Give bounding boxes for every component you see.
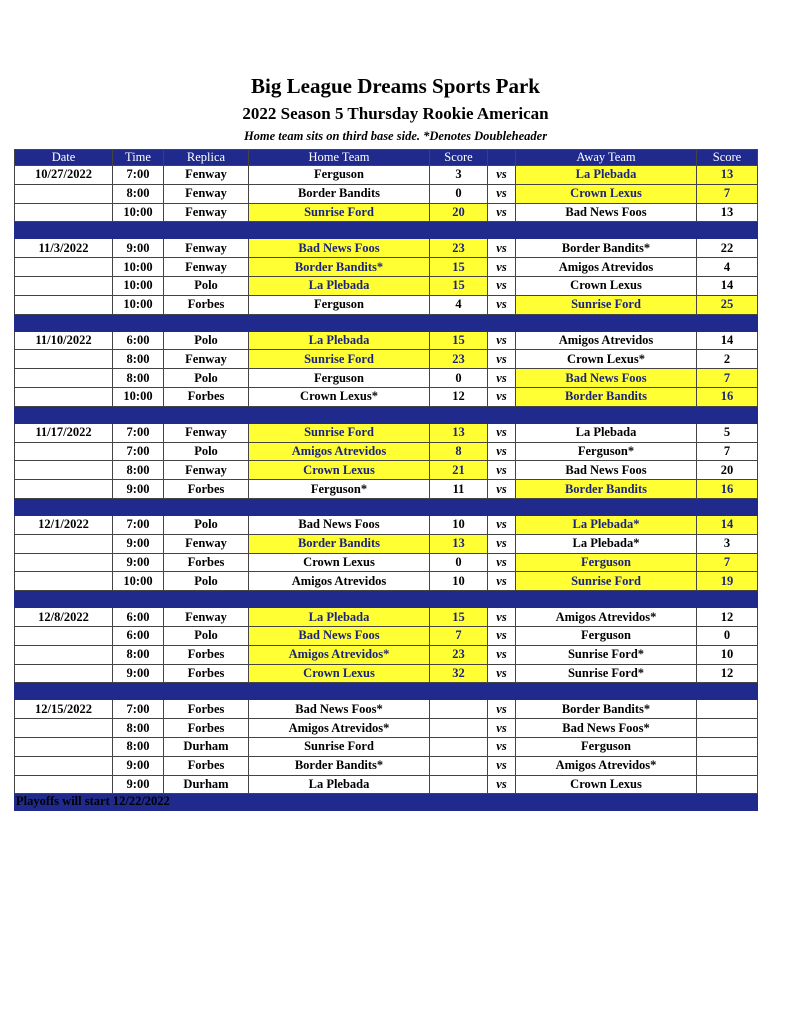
vs-cell: vs	[488, 737, 516, 756]
date-cell	[15, 572, 113, 591]
away-score-cell: 22	[697, 239, 758, 258]
date-cell	[15, 461, 113, 480]
home-score-cell: 10	[430, 572, 488, 591]
home-score-cell: 15	[430, 276, 488, 295]
week-separator-bar	[15, 683, 758, 700]
time-cell: 7:00	[113, 700, 164, 719]
table-row	[15, 331, 758, 350]
replica-cell: Fenway	[164, 608, 249, 627]
time-cell: 8:00	[113, 461, 164, 480]
away-score-cell: 2	[697, 350, 758, 369]
time-cell: 7:00	[113, 515, 164, 534]
away-team-cell: Crown Lexus	[516, 184, 697, 203]
away-score-cell: 13	[697, 166, 758, 185]
date-cell	[15, 184, 113, 203]
away-team-cell: La Plebada	[516, 166, 697, 185]
date-cell	[15, 756, 113, 775]
time-cell: 9:00	[113, 480, 164, 499]
home-score-cell	[430, 756, 488, 775]
home-team-cell: Crown Lexus	[249, 553, 430, 572]
away-team-cell: Sunrise Ford*	[516, 664, 697, 683]
away-team-cell: Border Bandits	[516, 480, 697, 499]
away-team-cell: Bad News Foos	[516, 461, 697, 480]
vs-cell: vs	[488, 276, 516, 295]
table-row	[15, 461, 758, 480]
date-cell	[15, 258, 113, 277]
home-score-cell: 23	[430, 645, 488, 664]
home-team-cell: Border Bandits*	[249, 258, 430, 277]
away-score-cell: 4	[697, 258, 758, 277]
home-score-cell	[430, 719, 488, 738]
vs-cell: vs	[488, 572, 516, 591]
away-team-cell: Sunrise Ford*	[516, 645, 697, 664]
home-team-cell: Ferguson	[249, 295, 430, 314]
home-team-cell: Sunrise Ford	[249, 423, 430, 442]
home-score-cell: 20	[430, 203, 488, 222]
table-row	[15, 442, 758, 461]
home-team-cell: Crown Lexus*	[249, 387, 430, 406]
home-team-cell: Ferguson	[249, 166, 430, 185]
home-score-cell: 23	[430, 350, 488, 369]
replica-cell: Fenway	[164, 258, 249, 277]
week-separator	[15, 314, 758, 331]
away-team-cell: Amigos Atrevidos	[516, 258, 697, 277]
table-row	[15, 719, 758, 738]
away-score-cell: 5	[697, 423, 758, 442]
table-row	[15, 350, 758, 369]
date-cell: 10/27/2022	[15, 166, 113, 185]
away-score-cell: 10	[697, 645, 758, 664]
home-team-cell: Amigos Atrevidos	[249, 442, 430, 461]
time-cell: 9:00	[113, 534, 164, 553]
date-cell: 11/17/2022	[15, 423, 113, 442]
away-score-cell: 7	[697, 553, 758, 572]
vs-cell: vs	[488, 608, 516, 627]
home-score-cell: 13	[430, 534, 488, 553]
vs-cell: vs	[488, 166, 516, 185]
replica-cell: Forbes	[164, 480, 249, 499]
replica-cell: Durham	[164, 775, 249, 794]
home-score-cell: 21	[430, 461, 488, 480]
away-team-cell: Crown Lexus*	[516, 350, 697, 369]
time-cell: 10:00	[113, 387, 164, 406]
away-score-cell: 16	[697, 480, 758, 499]
col-header-replica: Replica	[164, 150, 249, 166]
replica-cell: Fenway	[164, 461, 249, 480]
home-team-cell: Ferguson*	[249, 480, 430, 499]
date-cell	[15, 626, 113, 645]
date-cell	[15, 387, 113, 406]
time-cell: 8:00	[113, 350, 164, 369]
home-team-cell: La Plebada	[249, 276, 430, 295]
vs-cell: vs	[488, 295, 516, 314]
away-team-cell: Bad News Foos	[516, 369, 697, 388]
away-team-cell: Border Bandits	[516, 387, 697, 406]
week-separator-bar	[15, 498, 758, 515]
replica-cell: Polo	[164, 626, 249, 645]
table-row	[15, 700, 758, 719]
table-row	[15, 166, 758, 185]
replica-cell: Fenway	[164, 350, 249, 369]
home-team-cell: Crown Lexus	[249, 664, 430, 683]
date-cell	[15, 203, 113, 222]
home-score-cell: 23	[430, 239, 488, 258]
vs-cell: vs	[488, 369, 516, 388]
away-score-cell: 14	[697, 515, 758, 534]
away-score-cell	[697, 775, 758, 794]
home-team-cell: Amigos Atrevidos*	[249, 719, 430, 738]
table-row	[15, 203, 758, 222]
away-team-cell: Ferguson*	[516, 442, 697, 461]
away-score-cell: 12	[697, 608, 758, 627]
replica-cell: Polo	[164, 442, 249, 461]
time-cell: 7:00	[113, 166, 164, 185]
date-cell	[15, 369, 113, 388]
table-row	[15, 645, 758, 664]
time-cell: 10:00	[113, 276, 164, 295]
date-cell	[15, 295, 113, 314]
home-team-cell: Crown Lexus	[249, 461, 430, 480]
home-team-cell: Sunrise Ford	[249, 350, 430, 369]
time-cell: 9:00	[113, 553, 164, 572]
time-cell: 8:00	[113, 369, 164, 388]
home-team-cell: Bad News Foos	[249, 239, 430, 258]
time-cell: 9:00	[113, 664, 164, 683]
away-team-cell: La Plebada*	[516, 515, 697, 534]
home-team-cell: La Plebada	[249, 331, 430, 350]
date-cell	[15, 553, 113, 572]
week-separator-bar	[15, 314, 758, 331]
replica-cell: Polo	[164, 369, 249, 388]
away-score-cell: 20	[697, 461, 758, 480]
table-row	[15, 295, 758, 314]
week-separator	[15, 406, 758, 423]
home-team-cell: Amigos Atrevidos*	[249, 645, 430, 664]
date-cell	[15, 442, 113, 461]
away-score-cell	[697, 756, 758, 775]
week-separator	[15, 591, 758, 608]
replica-cell: Polo	[164, 276, 249, 295]
replica-cell: Durham	[164, 737, 249, 756]
vs-cell: vs	[488, 645, 516, 664]
away-team-cell: Border Bandits*	[516, 239, 697, 258]
away-score-cell: 7	[697, 369, 758, 388]
col-header-date: Date	[15, 150, 113, 166]
replica-cell: Polo	[164, 331, 249, 350]
home-score-cell: 7	[430, 626, 488, 645]
date-cell	[15, 737, 113, 756]
away-team-cell: Crown Lexus	[516, 775, 697, 794]
vs-cell: vs	[488, 553, 516, 572]
time-cell: 7:00	[113, 442, 164, 461]
table-row	[15, 258, 758, 277]
home-score-cell: 32	[430, 664, 488, 683]
vs-cell: vs	[488, 461, 516, 480]
date-cell: 12/8/2022	[15, 608, 113, 627]
table-header-row	[15, 150, 758, 166]
week-separator-bar	[15, 591, 758, 608]
home-team-cell: Bad News Foos*	[249, 700, 430, 719]
away-score-cell	[697, 719, 758, 738]
week-separator-bar	[15, 222, 758, 239]
replica-cell: Polo	[164, 572, 249, 591]
schedule-table	[14, 149, 758, 811]
vs-cell: vs	[488, 258, 516, 277]
date-cell	[15, 664, 113, 683]
col-header-vs	[488, 150, 516, 166]
week-separator	[15, 498, 758, 515]
away-score-cell: 25	[697, 295, 758, 314]
table-row	[15, 276, 758, 295]
col-header-away-team: Away Team	[516, 150, 697, 166]
home-score-cell: 13	[430, 423, 488, 442]
away-team-cell: Amigos Atrevidos*	[516, 608, 697, 627]
week-separator	[15, 683, 758, 700]
table-row	[15, 480, 758, 499]
date-cell	[15, 645, 113, 664]
table-row	[15, 184, 758, 203]
home-score-cell: 12	[430, 387, 488, 406]
page-title: Big League Dreams Sports Park	[251, 74, 540, 98]
table-row	[15, 775, 758, 794]
week-separator	[15, 222, 758, 239]
date-cell	[15, 350, 113, 369]
table-row	[15, 626, 758, 645]
col-header-home-score: Score	[430, 150, 488, 166]
date-cell: 11/10/2022	[15, 331, 113, 350]
away-team-cell: Border Bandits*	[516, 700, 697, 719]
away-team-cell: Sunrise Ford	[516, 295, 697, 314]
home-team-cell: La Plebada	[249, 775, 430, 794]
time-cell: 9:00	[113, 239, 164, 258]
table-row	[15, 756, 758, 775]
home-team-cell: Amigos Atrevidos	[249, 572, 430, 591]
replica-cell: Fenway	[164, 166, 249, 185]
away-score-cell	[697, 700, 758, 719]
table-row	[15, 369, 758, 388]
away-team-cell: Bad News Foos*	[516, 719, 697, 738]
vs-cell: vs	[488, 350, 516, 369]
vs-cell: vs	[488, 700, 516, 719]
replica-cell: Forbes	[164, 553, 249, 572]
table-row	[15, 239, 758, 258]
vs-cell: vs	[488, 331, 516, 350]
table-row	[15, 608, 758, 627]
vs-cell: vs	[488, 515, 516, 534]
home-team-cell: Bad News Foos	[249, 626, 430, 645]
away-score-cell: 3	[697, 534, 758, 553]
replica-cell: Forbes	[164, 387, 249, 406]
vs-cell: vs	[488, 184, 516, 203]
page-note: Home team sits on third base side. *Denotes Doubleheader	[243, 129, 548, 143]
away-score-cell: 7	[697, 184, 758, 203]
vs-cell: vs	[488, 203, 516, 222]
home-score-cell: 15	[430, 331, 488, 350]
home-score-cell	[430, 737, 488, 756]
replica-cell: Polo	[164, 515, 249, 534]
replica-cell: Forbes	[164, 664, 249, 683]
time-cell: 9:00	[113, 756, 164, 775]
home-score-cell: 4	[430, 295, 488, 314]
time-cell: 8:00	[113, 184, 164, 203]
home-score-cell: 11	[430, 480, 488, 499]
table-row	[15, 664, 758, 683]
home-score-cell: 0	[430, 553, 488, 572]
home-score-cell	[430, 775, 488, 794]
vs-cell: vs	[488, 442, 516, 461]
replica-cell: Forbes	[164, 756, 249, 775]
away-score-cell: 16	[697, 387, 758, 406]
away-score-cell: 14	[697, 331, 758, 350]
away-score-cell: 13	[697, 203, 758, 222]
page-subtitle: 2022 Season 5 Thursday Rookie American	[242, 104, 549, 123]
home-score-cell: 0	[430, 369, 488, 388]
replica-cell: Fenway	[164, 203, 249, 222]
time-cell: 8:00	[113, 737, 164, 756]
replica-cell: Forbes	[164, 719, 249, 738]
home-score-cell: 8	[430, 442, 488, 461]
col-header-time: Time	[113, 150, 164, 166]
away-score-cell	[697, 737, 758, 756]
home-team-cell: Ferguson	[249, 369, 430, 388]
away-team-cell: Crown Lexus	[516, 276, 697, 295]
col-header-away-score: Score	[697, 150, 758, 166]
vs-cell: vs	[488, 480, 516, 499]
away-team-cell: Sunrise Ford	[516, 572, 697, 591]
away-score-cell: 14	[697, 276, 758, 295]
home-team-cell: Bad News Foos	[249, 515, 430, 534]
away-score-cell: 7	[697, 442, 758, 461]
away-score-cell: 12	[697, 664, 758, 683]
away-team-cell: Ferguson	[516, 626, 697, 645]
playoffs-note: Playoffs will start 12/22/2022	[16, 794, 170, 808]
time-cell: 10:00	[113, 572, 164, 591]
time-cell: 8:00	[113, 719, 164, 738]
table-row	[15, 423, 758, 442]
home-score-cell: 10	[430, 515, 488, 534]
time-cell: 6:00	[113, 626, 164, 645]
table-row	[15, 534, 758, 553]
table-row	[15, 515, 758, 534]
vs-cell: vs	[488, 664, 516, 683]
week-separator-bar	[15, 406, 758, 423]
col-header-home-team: Home Team	[249, 150, 430, 166]
vs-cell: vs	[488, 719, 516, 738]
home-team-cell: Sunrise Ford	[249, 203, 430, 222]
time-cell: 9:00	[113, 775, 164, 794]
replica-cell: Fenway	[164, 423, 249, 442]
vs-cell: vs	[488, 775, 516, 794]
time-cell: 6:00	[113, 608, 164, 627]
away-team-cell: Ferguson	[516, 553, 697, 572]
time-cell: 10:00	[113, 203, 164, 222]
home-score-cell: 3	[430, 166, 488, 185]
time-cell: 10:00	[113, 295, 164, 314]
home-score-cell	[430, 700, 488, 719]
time-cell: 6:00	[113, 331, 164, 350]
away-team-cell: Amigos Atrevidos*	[516, 756, 697, 775]
date-cell	[15, 719, 113, 738]
date-cell: 11/3/2022	[15, 239, 113, 258]
date-cell: 12/15/2022	[15, 700, 113, 719]
home-team-cell: Border Bandits*	[249, 756, 430, 775]
home-score-cell: 15	[430, 258, 488, 277]
time-cell: 7:00	[113, 423, 164, 442]
date-cell	[15, 480, 113, 499]
vs-cell: vs	[488, 534, 516, 553]
away-score-cell: 0	[697, 626, 758, 645]
replica-cell: Forbes	[164, 700, 249, 719]
time-cell: 10:00	[113, 258, 164, 277]
vs-cell: vs	[488, 387, 516, 406]
table-row	[15, 553, 758, 572]
table-row	[15, 572, 758, 591]
vs-cell: vs	[488, 423, 516, 442]
table-row	[15, 387, 758, 406]
replica-cell: Forbes	[164, 295, 249, 314]
vs-cell: vs	[488, 626, 516, 645]
home-team-cell: Border Bandits	[249, 534, 430, 553]
table-row	[15, 737, 758, 756]
away-team-cell: La Plebada*	[516, 534, 697, 553]
date-cell: 12/1/2022	[15, 515, 113, 534]
home-score-cell: 15	[430, 608, 488, 627]
home-team-cell: Border Bandits	[249, 184, 430, 203]
vs-cell: vs	[488, 239, 516, 258]
date-cell	[15, 534, 113, 553]
time-cell: 8:00	[113, 645, 164, 664]
home-team-cell: Sunrise Ford	[249, 737, 430, 756]
home-score-cell: 0	[430, 184, 488, 203]
replica-cell: Fenway	[164, 239, 249, 258]
away-team-cell: Amigos Atrevidos	[516, 331, 697, 350]
away-team-cell: Bad News Foos	[516, 203, 697, 222]
home-team-cell: La Plebada	[249, 608, 430, 627]
replica-cell: Forbes	[164, 645, 249, 664]
away-team-cell: Ferguson	[516, 737, 697, 756]
away-score-cell: 19	[697, 572, 758, 591]
away-team-cell: La Plebada	[516, 423, 697, 442]
replica-cell: Fenway	[164, 184, 249, 203]
date-cell	[15, 276, 113, 295]
date-cell	[15, 775, 113, 794]
vs-cell: vs	[488, 756, 516, 775]
replica-cell: Fenway	[164, 534, 249, 553]
